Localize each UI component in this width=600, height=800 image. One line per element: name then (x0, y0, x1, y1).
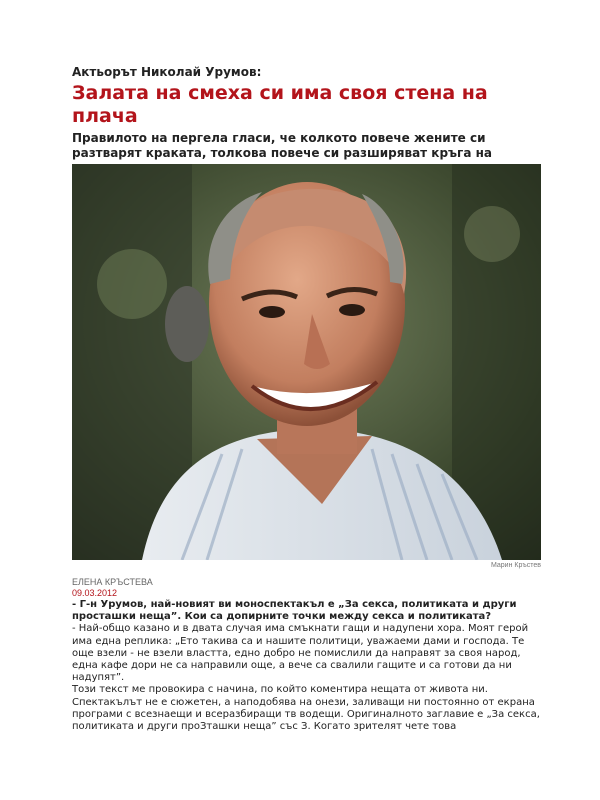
article-headline: Залата на смеха си има своя стена на плача (72, 82, 488, 127)
article-body (72, 599, 542, 733)
answer-paragraph: - Най-общо казано и в двата случая има смъкнати гащи и надупени хора. Моят герой има една реплика: „Ето такива са и нашите политици, уважаеми дами и господа. Те още взели - не взели властта, едно добро не помислили да направят за своя народ, една кафе дори не са направили още, а вече са свалили гащите и са готови да ни надупят”. (72, 623, 529, 684)
publish-date: 09.03.2012 (72, 588, 118, 598)
photo-credit: Марин Кръстев (490, 562, 541, 569)
question-paragraph: - Г-н Урумов, най-новият ви моноспектакъл е „За секса, политиката и други просташки неща”. Кои са допирните точки между секса и политиката? (72, 599, 517, 623)
author-name: ЕЛЕНА КРЪСТЕВА (72, 577, 153, 587)
article-header (72, 64, 542, 176)
article-subhead: Правилото на пергела гласи, че колкото повече жените си разтварят краката, толкова повече си разширяват кръга на (72, 131, 492, 160)
article-kicker: Актьорът Николай Урумов: (72, 65, 262, 79)
body-paragraph: Този текст ме провокира с начина, по който коментира нещата от живота ни. Спектакълът не е сюжетен, а наподобява на онези, заливащи ни постоянно от екрана програми с всезнаещи и всеразбиращи тв водещи. Оригиналното заглавие е „За секса, политиката и други проЗташки неща” със З. Когато зрителят чете това (72, 684, 540, 733)
article-meta (72, 577, 542, 599)
portrait-image (72, 164, 541, 560)
article-photo (72, 164, 541, 560)
